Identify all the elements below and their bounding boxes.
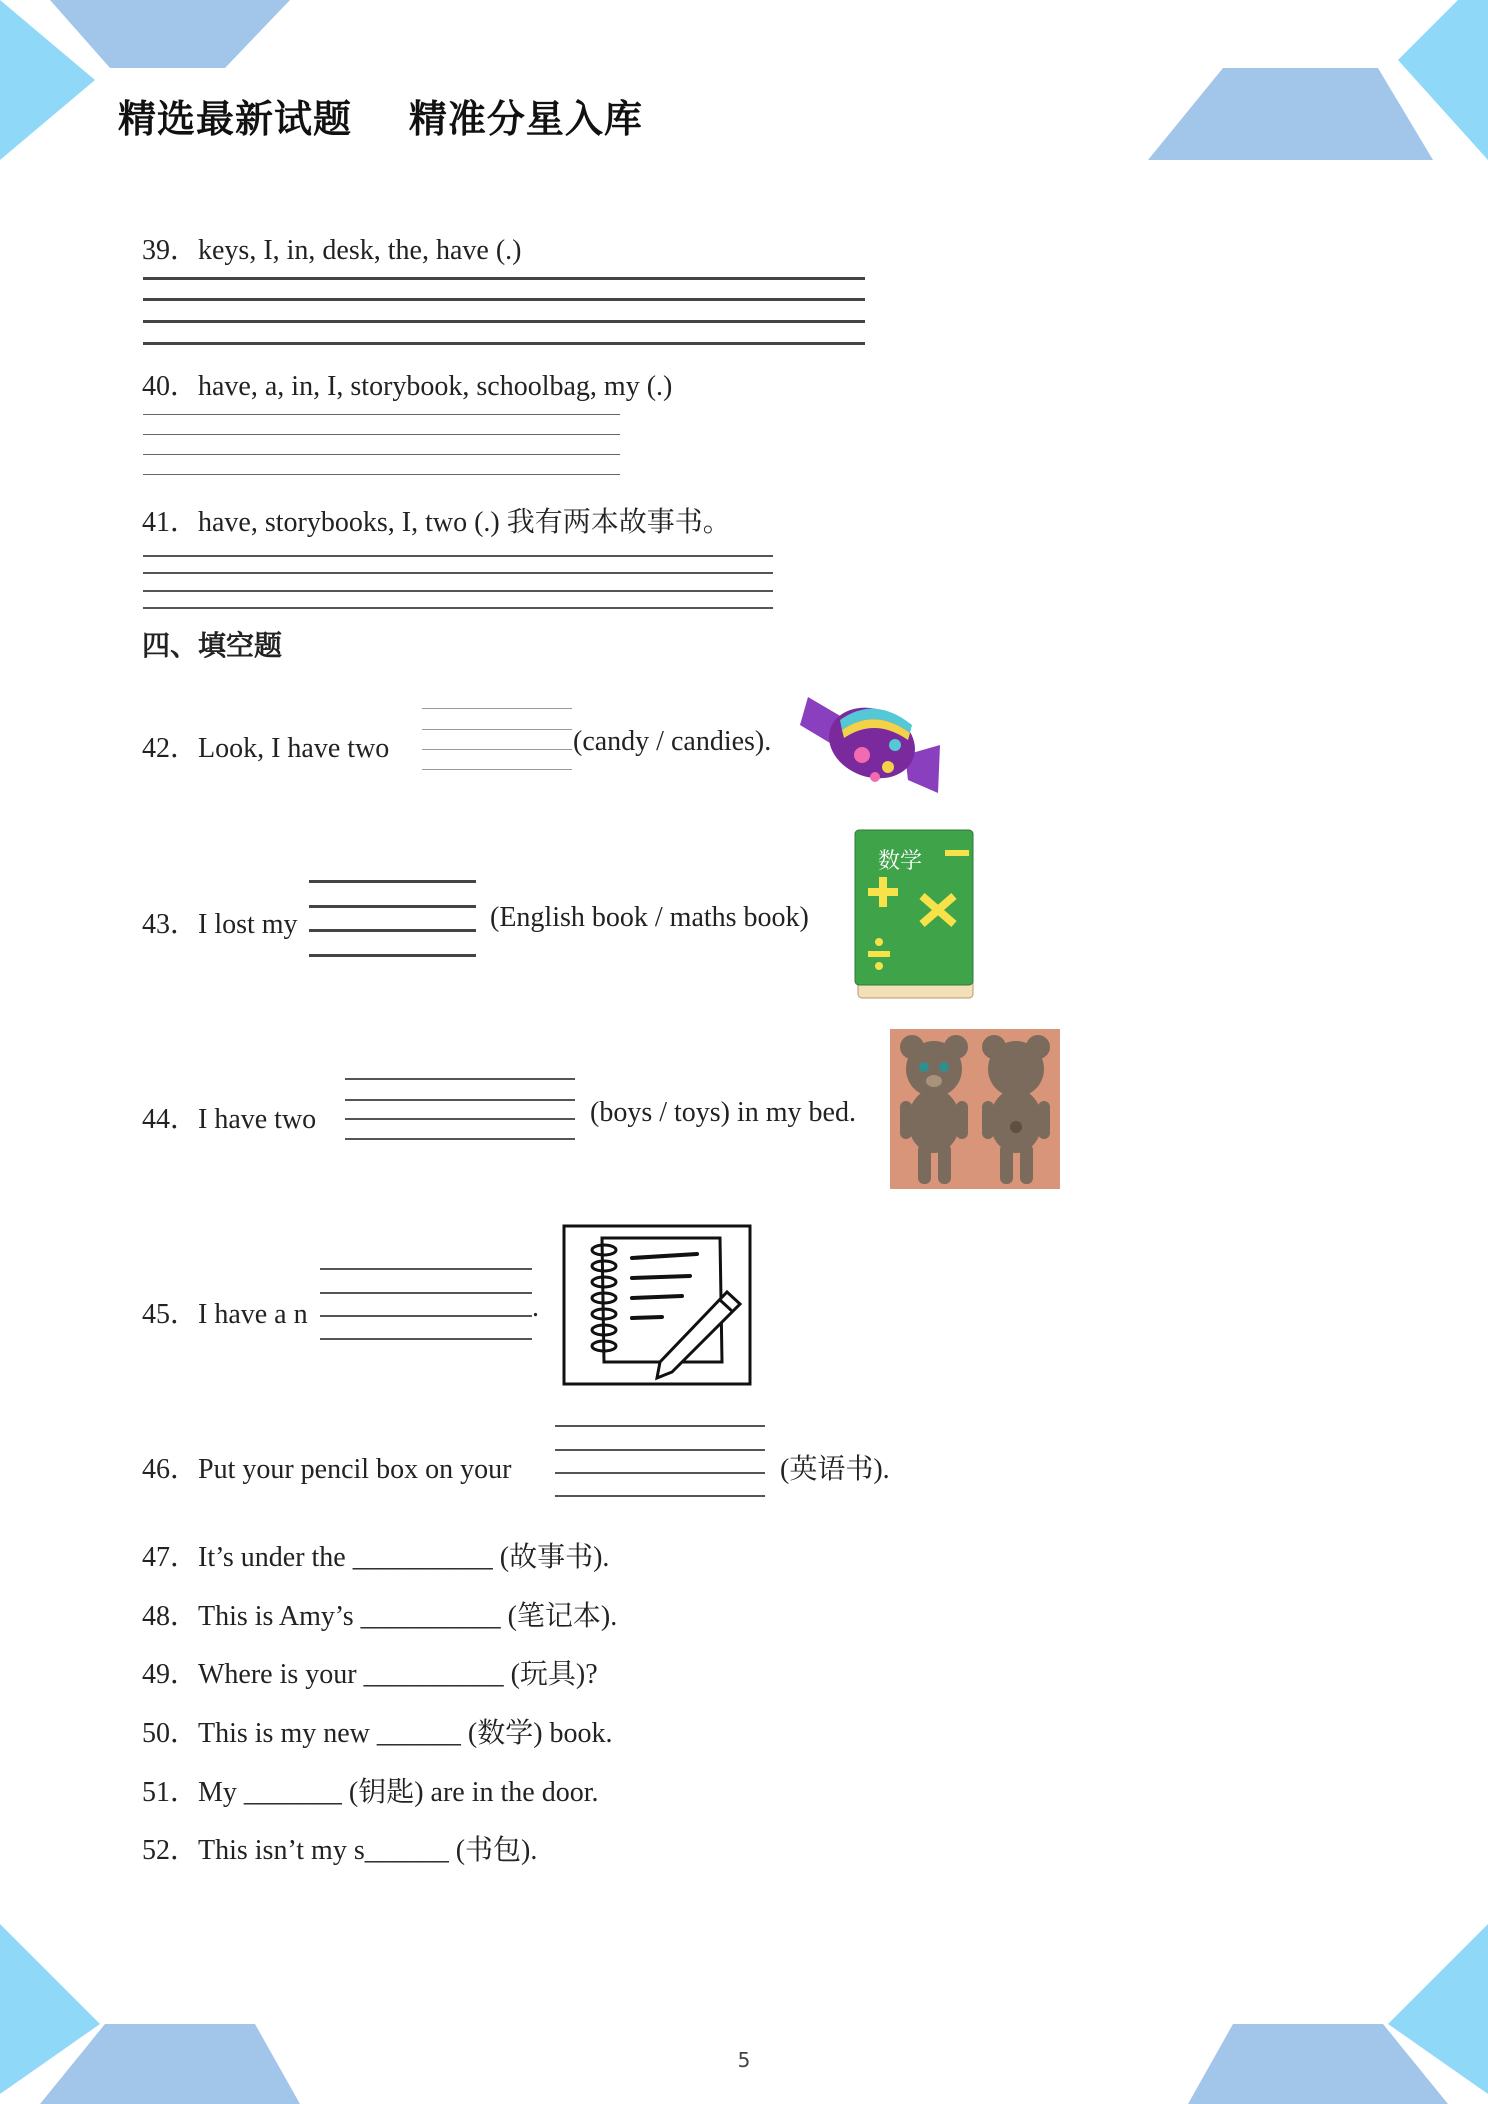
answer-line <box>555 1472 765 1474</box>
notebook-picture <box>562 1222 754 1388</box>
question-41: 41．have, storybooks, I, two (.) 我有两本故事书。 <box>142 507 731 538</box>
question-50: 50．This is my new ______ (数学) book. <box>142 1718 613 1749</box>
answer-line <box>422 729 572 730</box>
question-45-period: . <box>532 1292 539 1323</box>
question-46-text: 46．Put your pencil box on your <box>142 1454 512 1485</box>
answer-line <box>143 434 620 435</box>
answer-line <box>345 1078 575 1080</box>
answer-line <box>143 320 865 323</box>
question-43-text: 43．I lost my <box>142 909 298 940</box>
answer-line <box>143 590 773 592</box>
question-51: 51．My _______ (钥匙) are in the door. <box>142 1777 599 1808</box>
question-49: 49．Where is your __________ (玩具)? <box>142 1659 598 1690</box>
header-title: 精选最新试题 精准分星入库 <box>118 97 643 141</box>
answer-line <box>143 414 620 415</box>
answer-line <box>320 1338 532 1340</box>
page-number: 5 <box>737 2048 751 2072</box>
question-43-options: (English book / maths book) <box>490 902 809 933</box>
maths-book-picture <box>850 828 980 1003</box>
answer-line <box>309 880 476 883</box>
answer-line <box>345 1099 575 1101</box>
question-48: 48．This is Amy’s __________ (笔记本). <box>142 1601 618 1632</box>
corner-decoration-bottom-left <box>0 1924 320 2104</box>
question-44-options: (boys / toys) in my bed. <box>590 1097 856 1128</box>
question-40: 40．have, a, in, I, storybook, schoolbag, my (.) <box>142 371 673 402</box>
answer-line <box>143 342 865 345</box>
corner-decoration-bottom-right <box>1168 1924 1488 2104</box>
answer-line <box>320 1268 532 1270</box>
answer-line <box>309 954 476 957</box>
answer-line <box>422 708 572 709</box>
corner-decoration-top-left <box>0 0 300 170</box>
answer-line <box>143 555 773 557</box>
question-46-options: (英语书). <box>780 1454 890 1485</box>
answer-line <box>143 454 620 455</box>
question-47: 47．It’s under the __________ (故事书). <box>142 1542 610 1573</box>
question-45-text: 45．I have a n <box>142 1299 308 1330</box>
answer-line <box>143 277 865 280</box>
answer-line <box>422 749 572 750</box>
answer-line <box>555 1495 765 1497</box>
answer-line <box>555 1425 765 1427</box>
answer-line <box>345 1118 575 1120</box>
answer-line <box>422 769 572 770</box>
answer-line <box>143 474 620 475</box>
corner-decoration-top-right <box>1148 0 1488 170</box>
section-heading: 四、填空题 <box>142 629 283 662</box>
candy-picture <box>800 685 945 800</box>
question-44-text: 44．I have two <box>142 1104 317 1135</box>
answer-line <box>555 1449 765 1451</box>
question-42-text: 42．Look, I have two <box>142 733 390 764</box>
answer-line <box>309 905 476 908</box>
question-42-options: (candy / candies). <box>573 726 772 757</box>
question-39: 39．keys, I, in, desk, the, have (.) <box>142 235 522 266</box>
answer-line <box>320 1292 532 1294</box>
answer-line <box>143 572 773 574</box>
maths-book-label: 数学 <box>878 849 923 874</box>
answer-line <box>345 1138 575 1140</box>
answer-line <box>143 298 865 301</box>
answer-line <box>309 929 476 932</box>
question-52: 52．This isn’t my s______ (书包). <box>142 1835 538 1866</box>
answer-line <box>143 607 773 609</box>
answer-line <box>320 1315 532 1317</box>
teddy-bears-picture <box>890 1029 1060 1189</box>
